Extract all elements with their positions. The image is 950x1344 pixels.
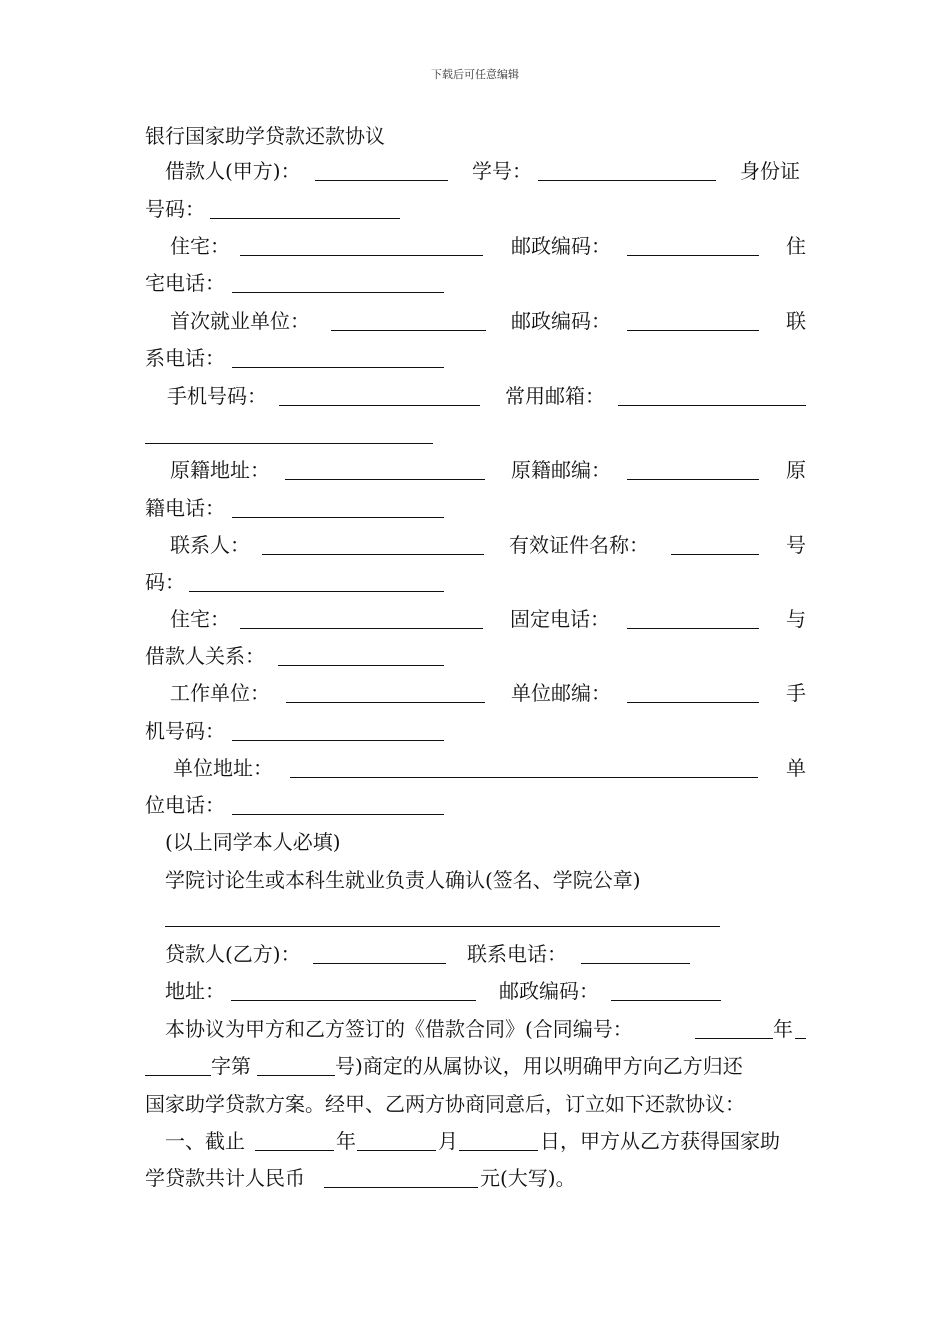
clause-one-text: 一、截止 <box>165 1129 245 1153</box>
mobile-label: 手机号码： <box>167 384 267 408</box>
form-line <box>0 827 950 857</box>
deadline-month-field[interactable] <box>357 1150 436 1151</box>
required-note: (以上同学本人必填) <box>165 830 341 854</box>
id-number-field[interactable] <box>210 218 400 219</box>
home-phone-label-a: 住 <box>786 234 806 258</box>
paragraph-line <box>0 1051 950 1081</box>
origin-address-field[interactable] <box>285 479 485 480</box>
origin-postcode-field[interactable] <box>627 479 759 480</box>
contract-year-field[interactable] <box>695 1038 773 1039</box>
residence-label: 住宅： <box>170 607 230 631</box>
borrower-field[interactable] <box>315 180 448 181</box>
student-no-field[interactable] <box>538 180 716 181</box>
postcode-label: 邮政编码： <box>499 979 599 1003</box>
email-label: 常用邮箱： <box>505 384 605 408</box>
unit-postcode-field[interactable] <box>627 702 759 703</box>
contract-word-field[interactable] <box>795 1038 806 1039</box>
postcode-label: 邮政编码： <box>511 309 611 333</box>
form-line <box>0 156 950 186</box>
relationship-field[interactable] <box>278 665 444 666</box>
paragraph-line <box>0 1089 950 1119</box>
form-line <box>0 567 950 597</box>
agreement-text: 本协议为甲方和乙方签订的《借款合同》(合同编号： <box>165 1017 633 1041</box>
origin-postcode-label: 原籍邮编： <box>511 458 611 482</box>
document-number-field[interactable] <box>189 591 444 592</box>
lender-phone-field[interactable] <box>581 963 690 964</box>
month-text: 月 <box>438 1129 458 1153</box>
contract-number-field[interactable] <box>257 1075 335 1076</box>
email-field-continued[interactable] <box>145 443 433 444</box>
id-number-label-b: 号码： <box>145 197 205 221</box>
postcode-field[interactable] <box>627 255 759 256</box>
postcode-field[interactable] <box>611 1000 721 1001</box>
origin-address-label: 原籍地址： <box>170 458 270 482</box>
borrower-label: 借款人(甲方)： <box>165 159 301 183</box>
college-confirmation-label: 学院讨论生或本科生就业负责人确认(签名、学院公章) <box>165 868 641 892</box>
form-line <box>0 790 950 820</box>
form-line <box>0 530 950 560</box>
word-number-text: 字第 <box>211 1054 251 1078</box>
contact-phone-field[interactable] <box>232 367 444 368</box>
mobile-field[interactable] <box>279 405 480 406</box>
fixed-phone-field[interactable] <box>627 628 759 629</box>
agreement-text: 号)商定的从属协议，用以明确甲方向乙方归还 <box>335 1054 743 1078</box>
residence-field[interactable] <box>240 628 483 629</box>
agreement-text: 国家助学贷款方案。经甲、乙两方协商同意后，订立如下还款协议： <box>145 1092 745 1116</box>
contact-person-label: 联系人： <box>170 533 250 557</box>
year-text: 年 <box>336 1129 356 1153</box>
origin-phone-label-a: 原 <box>786 458 806 482</box>
fixed-phone-label: 固定电话： <box>510 607 610 631</box>
email-field[interactable] <box>618 405 806 406</box>
form-line <box>0 678 950 708</box>
unit-postcode-label: 单位邮编： <box>511 681 611 705</box>
form-line <box>0 641 950 671</box>
relationship-label-b: 借款人关系： <box>145 644 265 668</box>
residence-field[interactable] <box>240 255 483 256</box>
deadline-year-field[interactable] <box>255 1150 334 1151</box>
contact-person-field[interactable] <box>262 554 484 555</box>
postcode-field[interactable] <box>627 330 759 331</box>
home-phone-label-b: 宅电话： <box>145 271 225 295</box>
form-line <box>0 865 950 895</box>
id-document-label: 有效证件名称： <box>509 533 649 557</box>
form-line <box>0 455 950 485</box>
id-number-label-a: 身份证 <box>740 159 800 183</box>
form-line <box>0 976 950 1006</box>
mobile-label-b: 机号码： <box>145 719 225 743</box>
form-line <box>0 343 950 373</box>
address-field[interactable] <box>231 1000 476 1001</box>
mobile-field[interactable] <box>232 740 444 741</box>
mobile-label-a: 手 <box>786 681 806 705</box>
form-line <box>0 604 950 634</box>
form-line <box>0 493 950 523</box>
unit-address-label: 单位地址： <box>173 756 273 780</box>
form-line <box>0 268 950 298</box>
year-text: 年 <box>773 1017 793 1041</box>
unit-phone-label-a: 单 <box>786 756 806 780</box>
confirmation-signature-field[interactable] <box>165 926 720 927</box>
address-label: 地址： <box>165 979 225 1003</box>
first-employer-field[interactable] <box>331 330 486 331</box>
lender-field[interactable] <box>313 963 446 964</box>
form-line <box>0 753 950 783</box>
clause-one-text: 学贷款共计人民币 <box>145 1166 305 1190</box>
paragraph-line <box>0 1163 950 1193</box>
residence-label: 住宅： <box>170 234 230 258</box>
unit-address-field[interactable] <box>290 777 758 778</box>
document-number-label-b: 码： <box>145 570 185 594</box>
paragraph-line <box>0 1014 950 1044</box>
contract-word-field-continued[interactable] <box>145 1075 211 1076</box>
origin-phone-field[interactable] <box>232 517 444 518</box>
home-phone-field[interactable] <box>232 292 444 293</box>
origin-phone-label-b: 籍电话： <box>145 496 225 520</box>
contact-phone-label-b: 系电话： <box>145 346 225 370</box>
postcode-label: 邮政编码： <box>511 234 611 258</box>
student-no-label: 学号： <box>472 159 532 183</box>
lender-phone-label: 联系电话： <box>467 942 567 966</box>
work-unit-label: 工作单位： <box>170 681 270 705</box>
form-line <box>0 231 950 261</box>
work-unit-field[interactable] <box>286 702 485 703</box>
unit-phone-field[interactable] <box>232 814 444 815</box>
document-title-line <box>0 121 950 151</box>
document-number-label-a: 号 <box>786 533 806 557</box>
deadline-day-field[interactable] <box>459 1150 538 1151</box>
form-line <box>0 306 950 336</box>
id-document-field[interactable] <box>671 554 759 555</box>
form-line <box>0 902 950 932</box>
unit-phone-label-b: 位电话： <box>145 793 225 817</box>
document-title: 银行国家助学贷款还款协议 <box>145 124 385 148</box>
clause-one-text: 日，甲方从乙方获得国家助 <box>540 1129 780 1153</box>
paragraph-line <box>0 1126 950 1156</box>
lender-label: 贷款人(乙方)： <box>165 942 301 966</box>
clause-one-text: 元(大写)。 <box>480 1166 576 1190</box>
contact-phone-label-a: 联 <box>786 309 806 333</box>
form-line <box>0 381 950 411</box>
form-line <box>0 194 950 224</box>
first-employer-label: 首次就业单位： <box>170 309 310 333</box>
form-line <box>0 419 950 449</box>
page-header-note: 下载后可任意编辑 <box>431 68 519 81</box>
form-line <box>0 716 950 746</box>
relationship-label-a: 与 <box>786 607 806 631</box>
form-line <box>0 939 950 969</box>
loan-amount-field[interactable] <box>324 1187 478 1188</box>
